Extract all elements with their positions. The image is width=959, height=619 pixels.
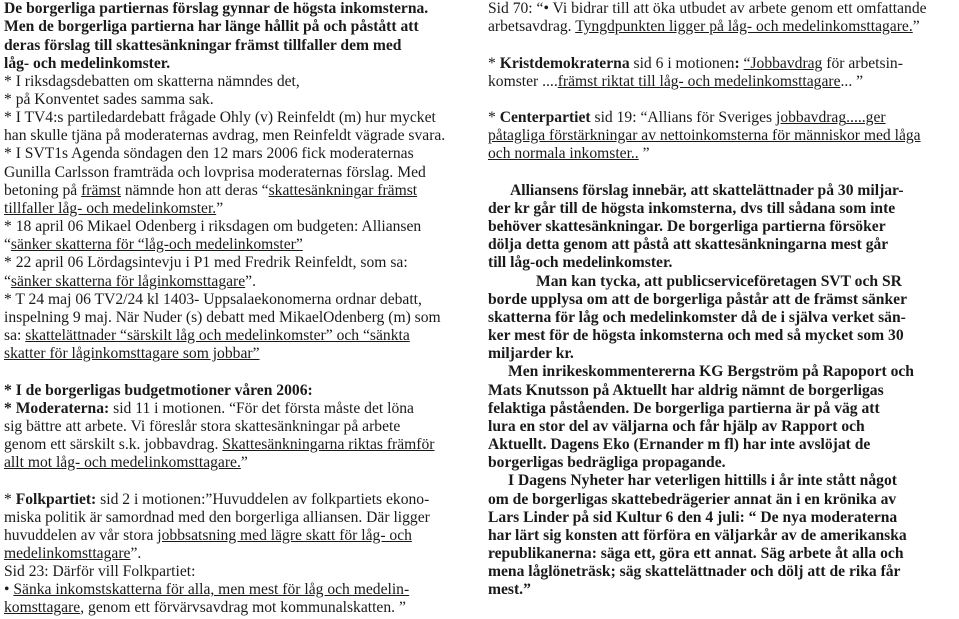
right-line-8: Alliansens förslag innebär, att skattelättnader på 30 miljar- <box>510 182 904 199</box>
left-line-27-a: * <box>4 491 16 508</box>
left-line-13-text: tillfaller låg- och medelinkomster. <box>4 200 217 217</box>
left-line-15-text: sänker skatterna för “låg-och medelinkomster” <box>10 236 303 253</box>
right-line-4 <box>488 73 863 91</box>
right-line-17: miljarder kr. <box>488 345 574 362</box>
left-line-12 <box>4 182 417 200</box>
right-line-23: borgerligas bedrägliga propagande. <box>488 454 726 471</box>
right-line-14: borde upplysa om att de borgerliga påstår att de främst sänker <box>488 291 907 308</box>
right-line-9: der kr går till de högsta inkomsterna, dvs till sådana som inte <box>488 200 896 217</box>
right-line-24: I Dagens Nyheter har veterligen hittills i år inte stått något <box>508 472 897 489</box>
left-line-23-b: sid 11 i motionen. “För det första måste det löna <box>109 400 414 417</box>
right-line-29: mena låglöneträsk; säg skattelättnader och dölj att de rika får <box>488 563 901 580</box>
left-line-17-quote: “ <box>4 273 11 290</box>
left-line-10-text: Gunilla Carlsson framträda och lovprisa moderaternas förslag. <box>4 164 394 181</box>
right-line-20: felaktiga påståenden. De borgerliga partierna är på väg att <box>488 400 880 417</box>
left-line-6: * på Konventet sades samma sak. <box>4 91 214 108</box>
left-line-29-b: jobbsatsning med lägre skatt för låg- och <box>157 527 412 544</box>
left-line-5: * I riksdagsdebatten om skatterna nämndes det, <box>4 73 300 90</box>
left-line-12-c: nämnde hon att deras “ <box>120 182 269 199</box>
left-line-9: * I SVT1s Agenda söndagen den 12 mars 2006 fick moderaternas <box>4 145 414 162</box>
right-line-5-a: * <box>488 109 500 126</box>
left-line-2: Men de borgerliga partierna har länge hållit på och påstått att <box>4 18 419 35</box>
right-line-7-quote: ” <box>638 145 650 162</box>
left-line-16: * 22 april 06 Lördagsintevju i P1 med Fredrik Reinfeldt, som sa: <box>4 254 408 271</box>
right-line-27: har lärt sig konsten att förföra en väljarkår av de amerikanska <box>488 527 907 544</box>
right-line-2-a: arbetsavdrag. <box>488 18 576 35</box>
right-line-3-c: sid 6 i motionen <box>629 55 735 72</box>
right-line-6-text: påtagliga förstärkningar av nettoinkomsterna för människor med låga <box>488 127 921 144</box>
right-line-1: Sid 70: “• Vi bidrar till att öka utbudet av arbete genom ett omfattande <box>488 0 927 17</box>
left-line-10-tail: Med <box>397 164 426 181</box>
right-line-2-b: Tyngdpunkten ligger på låg- och medelinkomsttagare. <box>575 18 913 35</box>
bullet-icon: • <box>4 581 14 598</box>
right-line-3 <box>488 55 903 73</box>
left-line-12-d: skattesänkningar främst <box>268 182 418 199</box>
left-line-20-a: sa: <box>4 327 26 344</box>
left-line-26 <box>4 454 248 472</box>
left-line-28: miska politik är samordnad med den borgerliga alliansen. Där ligger <box>4 509 430 526</box>
right-line-19: Mats Knutsson på Aktuellt har aldrig nämnt de borgerligas <box>488 382 884 399</box>
left-line-30 <box>4 545 141 563</box>
left-line-30-b: ”. <box>130 545 142 562</box>
left-line-10 <box>4 164 426 182</box>
left-line-25-a: genom ett särskilt s.k. jobbavdrag. <box>4 436 223 453</box>
left-line-32-b: Sänka inkomstskatterna för alla, men mest för låg och medelin- <box>13 581 410 598</box>
left-line-18: * T 24 maj 06 TV2/24 kl 1403- Uppsalaekonomerna ordnar debatt, <box>4 291 422 308</box>
right-line-18: Men inrikeskommentererna KG Bergström på Rapoport och <box>508 363 914 380</box>
right-line-26: Lars Linder på sid Kultur 6 den 4 juli: “ De nya moderaterna <box>488 509 898 526</box>
right-line-15: skatterna för låg och medelinkomster då de i själva verket sän- <box>488 309 906 326</box>
right-line-13: Man kan tycka, att publicserviceföretagen SVT och SR <box>536 273 902 290</box>
right-line-10: behöver skattesänkningar. De borgerliga partierna försöker <box>488 218 886 235</box>
left-line-27 <box>4 491 429 509</box>
right-line-3-f: för arbetsin- <box>822 55 903 72</box>
right-line-2 <box>488 18 920 36</box>
left-line-33-b: , genom ett förvärvsavdrag mot kommunalskatten. ” <box>80 599 406 616</box>
left-line-25-b: Skattesänkningarna riktas främför <box>222 436 435 453</box>
left-line-30-a: medelinkomsttagare <box>4 545 131 562</box>
left-line-1: De borgerliga partiernas förslag gynnar de högsta inkomsterna. <box>4 0 429 17</box>
folkpartiet-label: Folkpartiet: <box>15 491 97 508</box>
left-line-29-a: huvuddelen av vår stora <box>4 527 158 544</box>
right-line-3-e: “Jobbavdrag <box>743 55 823 72</box>
centerpartiet-label: Centerpartiet <box>499 109 591 126</box>
left-line-13 <box>4 200 223 218</box>
right-line-5-d: jobbavdrag <box>776 109 847 126</box>
left-line-7: * I TV4:s partiledardebatt frågade Ohly (v) Reinfeldt (m) hur mycket <box>4 109 436 126</box>
left-line-26-text: allt mot låg- och medelinkomsttagare. <box>4 454 241 471</box>
kristdemokraterna-label: Kristdemokraterna <box>499 55 630 72</box>
left-line-17-text: sänker skatterna för låginkomsttagare <box>10 273 246 290</box>
right-line-16: ker mest för de högsta inkomsterna och med så mycket som 30 <box>488 327 904 344</box>
right-line-21: lura en stor del av väljarna och får hjälp av Rapport och <box>488 418 865 435</box>
right-line-2-quote: ” <box>912 18 920 35</box>
right-line-11: dölja detta genom att påstå att skattesänkningarna mest går <box>488 236 889 253</box>
right-line-5-e: .....ger <box>846 109 886 126</box>
left-line-12-a: betoning på <box>4 182 82 199</box>
left-line-17-end: ”. <box>245 273 256 290</box>
right-line-3-a: * <box>488 55 500 72</box>
right-line-4-c: ... ” <box>840 73 864 90</box>
moderaterna-label: * Moderaterna: <box>4 400 110 417</box>
left-line-29 <box>4 527 412 545</box>
left-line-33 <box>4 599 406 617</box>
left-line-20 <box>4 327 410 345</box>
left-line-24: sig bättre att arbete. Vi föreslår stora skattesänkningar på arbete <box>4 418 401 435</box>
right-line-12: till låg-och medelinkomster. <box>488 254 673 271</box>
left-line-19: inspelning 9 maj. När Nuder (s) debatt med MikaelOdenberg (m) som <box>4 309 441 326</box>
right-line-6 <box>488 127 921 145</box>
right-line-5-c: sid 19: “Allians för Sveriges <box>590 109 776 126</box>
right-line-4-b: främst riktat till låg- och medelinkomsttagare <box>557 73 841 90</box>
left-line-31: Sid 23: Därför vill Folkpartiet: <box>4 563 196 580</box>
left-line-8: han skulle tjäna på moderaternas avdrag, men Reinfeldt vägrade svara. <box>4 127 446 144</box>
right-line-3-d: : <box>734 55 744 72</box>
left-line-15-quote: “ <box>4 236 11 253</box>
left-line-3: deras förslag till skattesänkningar främst tillfaller dem med <box>4 37 402 54</box>
right-line-7-text: och normala inkomster.. <box>488 145 639 162</box>
right-line-25: om de borgerligas skattebedrägerier annat än i en krönika av <box>488 491 897 508</box>
left-line-25 <box>4 436 434 454</box>
left-line-4: låg- och medelinkomster. <box>4 55 171 72</box>
left-line-21 <box>4 345 260 363</box>
right-line-22: Aktuellt. Dagens Eko (Ernander m fl) har inte avslöjat de <box>488 436 871 453</box>
left-line-15 <box>4 236 303 254</box>
right-line-28: republikanerna: säga ett, göra ett annat. Säg arbete åt alla och <box>488 545 904 562</box>
left-line-20-b: skattelättnader “särskilt låg och medelinkomster” och “sänkta <box>25 327 410 344</box>
left-line-32 <box>4 581 409 599</box>
right-line-5 <box>488 109 886 127</box>
left-line-26-quote: ” <box>240 454 248 471</box>
left-line-13-quote: ” <box>216 200 224 217</box>
left-line-23 <box>4 400 414 418</box>
left-line-12-b: främst <box>81 182 121 199</box>
right-line-30: mest.” <box>488 581 531 598</box>
budget-motions-heading: * I de borgerligas budgetmotioner våren 2006: <box>4 382 313 399</box>
left-line-21-text: skatter för låginkomsttagare som jobbar” <box>4 345 260 362</box>
left-line-33-a: komsttagare <box>4 599 81 616</box>
left-line-17 <box>4 273 256 291</box>
left-line-27-c: sid 2 i motionen:”Huvuddelen av folkpartiets ekono- <box>96 491 430 508</box>
left-line-14: * 18 april 06 Mikael Odenberg i riksdagen om budgeten: Alliansen <box>4 218 422 235</box>
right-line-7 <box>488 145 650 163</box>
right-line-4-a: komster .... <box>488 73 558 90</box>
